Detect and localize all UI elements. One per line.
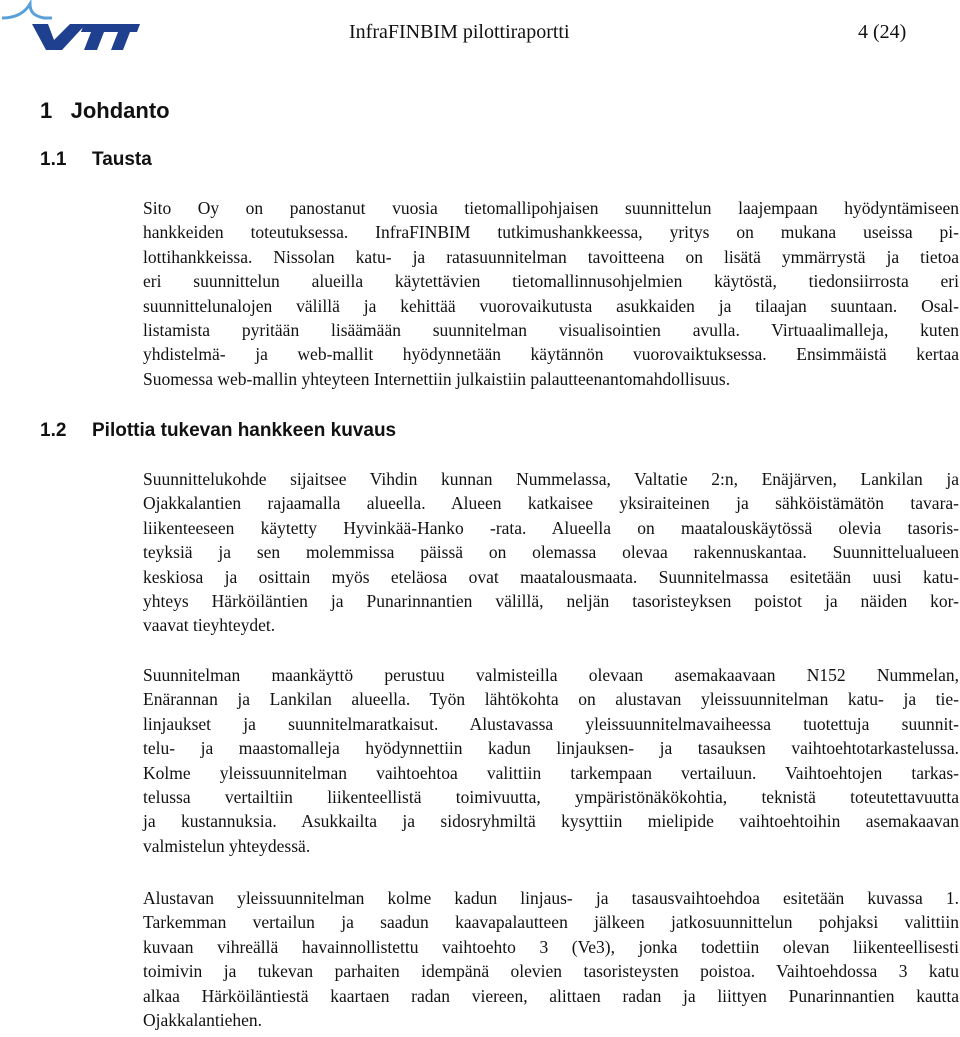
heading-title: Tausta — [92, 149, 152, 170]
paragraph-line: ja kustannuksia. Asukkailta ja sidosryhmiltä kysyttiin mielipide vaihtoehtoihin asemakaavan — [143, 811, 959, 832]
heading-title: Pilottia tukevan hankkeen kuvaus — [92, 420, 397, 441]
paragraph-line: toimivin ja tukevan parhaiten idempänä olevien tasoristeysten poistoa. Vaihtoehdossa 3 katu — [143, 961, 959, 982]
paragraph-tausta — [143, 196, 959, 391]
vtt-logo-graphic — [0, 0, 145, 58]
heading-number: 1 — [40, 98, 53, 123]
paragraph-line: Kolme yleissuunnitelman vaihtoehtoa valittiin tarkempaan vertailuun. Vaihtoehtojen tarkas- — [143, 762, 959, 783]
paragraph-line: yhteys Härköiläntien ja Punarinnantien välillä, neljän tasoristeyksen poistot ja näiden kor- — [143, 591, 959, 612]
paragraph-line: linjaukset ja suunnitelmaratkaisut. Alustavassa yleissuunnitelmavaiheessa tuotettuja suunnit- — [143, 713, 959, 734]
vtt-logo — [0, 0, 145, 58]
paragraph-line: telussa vertailtiin liikenteellistä toimivuutta, ympäristönäkökohtia, teknistä toteutettavuutta — [143, 787, 959, 808]
page-number: 4 (24) — [858, 21, 907, 43]
heading-number: 1.1 — [40, 149, 67, 170]
logo-swoosh — [2, 4, 52, 18]
paragraph-line: liikenteeseen käytetty Hyvinkää-Hanko -rata. Alueella on maatalouskäytössä olevia tasoris- — [143, 517, 959, 538]
paragraph-line: valmistelun yhteydessä. — [143, 835, 311, 856]
heading-title: Johdanto — [70, 98, 170, 123]
logo-letter-v — [32, 24, 86, 50]
paragraph-maankaytto — [143, 663, 959, 858]
heading-tausta — [40, 148, 152, 172]
paragraph-line: Suunnittelukohde sijaitsee Vihdin kunnan Nummelassa, Valtatie 2:n, Enäjärven, Lankilan ja — [143, 469, 959, 489]
paragraph-line: Suomessa web-mallin yhteyteen Internettiin julkaistiin palautteenantomahdollisuus. — [143, 368, 731, 389]
paragraph-vaihtoehdot — [143, 886, 959, 1032]
paragraph-line: yhdistelmä- ja web-mallit hyödynnetään käytännön vuorovaiktuksessa. Ensimmäistä kertaa — [143, 344, 959, 365]
paragraph-line: Suunnitelman maankäyttö perustuu valmisteilla olevaan asemakaavaan N152 Nummelan, — [143, 665, 959, 685]
heading-johdanto — [40, 97, 170, 125]
paragraph-line: Alustavan yleissuunnitelman kolme kadun linjaus- ja tasausvaihtoehdoa esitetään kuvassa 1. — [143, 888, 959, 908]
paragraph-line: eri suunnittelun alueilla käytettävien tietomallinnusohjelmien käytöstä, tiedonsiirrosta eri — [143, 271, 959, 292]
paragraph-line: Ojakkalantiehen. — [143, 1010, 263, 1031]
paragraph-line: keskiosa ja osittain myös eteläosa ovat maatalousmaata. Suunnitelmassa esitetään uusi katu- — [143, 566, 959, 587]
paragraph-line: listamista pyritään lisäämään suunnitelman visualisointien avulla. Virtuaalimalleja, kuten — [143, 320, 959, 341]
heading-number: 1.2 — [40, 420, 67, 441]
paragraph-line: Ojakkalantien rajaamalla alueella. Alueen katkaisee yksiraiteinen ja sähköistämätön tavara- — [143, 493, 959, 514]
heading-pilottia-tukevan-hankkeen-kuvaus — [40, 419, 396, 443]
paragraph-line: Sito Oy on panostanut vuosia tietomallipohjaisen suunnittelun laajempaan hyödyntämiseen — [143, 198, 959, 218]
paragraph-line: teyksiä ja sen molemmissa päissä on olemassa olevaa rakennuskantaa. Suunnittelualueen — [143, 542, 959, 563]
logo-letter-t2 — [109, 24, 140, 50]
paragraph-line: alkaa Härköiläntiestä kaartaen radan viereen, alittaen radan ja liittyen Punarinnantien kautta — [143, 985, 959, 1006]
paragraph-line: vaavat tieyhteydet. — [143, 615, 276, 636]
paragraph-line: lottihankkeissa. Nissolan katu- ja ratasuunnitelman tavoitteena on lisätä ymmärrystä ja tietoa — [143, 246, 959, 267]
paragraph-line: Tarkemman vertailun ja saadun kaavapalautteen jälkeen jatkosuunnittelun pohjaksi valittiin — [143, 912, 959, 933]
document-title: InfraFINBIM pilottiraportti — [349, 21, 570, 43]
paragraph-line: telu- ja maastomalleja hyödynnettiin kadun linjauksen- ja tasauksen vaihtoehtotarkastelussa. — [143, 738, 959, 759]
paragraph-line: hankkeiden toteutuksessa. InfraFINBIM tutkimushankkeessa, yritys on mukana useissa pi- — [143, 222, 959, 243]
paragraph-line: kuvaan vihreällä havainnollistettu vaihtoehto 3 (Ve3), jonka todettiin olevan liikenteellisesti — [143, 936, 959, 957]
paragraph-line: Enärannan ja Lankilan alueella. Työn lähtökohta on alustavan yleissuunnitelman katu- ja tie- — [143, 689, 959, 710]
paragraph-kohde — [143, 467, 959, 638]
paragraph-line: suunnittelunalojen välillä ja kehittää vuorovaikutusta asukkaiden ja tilaajan suuntaan. Osal- — [143, 295, 959, 316]
